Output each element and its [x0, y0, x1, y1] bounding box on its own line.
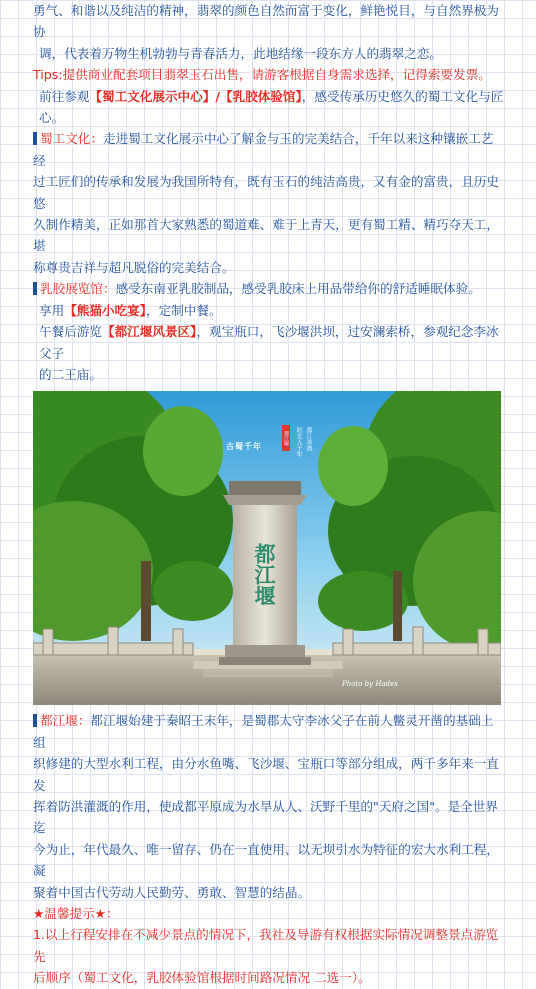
shugong-line: 久制作精美，正如那首大家熟悉的蜀道难、难于上青天，更有蜀工精、精巧夺天工，堪	[33, 217, 499, 254]
dujiangyan-text: 都江堰始建于秦昭王末年，是蜀郡太守李冰父子在前人鳖灵开凿的基础上组	[33, 713, 494, 750]
stele-inscription: 都江堰	[252, 543, 277, 607]
section-bar-icon	[33, 132, 37, 145]
reminder-line: 1.以上行程安排在不减少景点的情况下，我社及导游有权根据实际情况调整景点游览先	[33, 927, 499, 964]
lunch-name: 【熊猫小吃宴】	[64, 302, 147, 318]
place-latex: 【乳胶体验馆】	[219, 88, 302, 104]
reminder-line: 后顺序（蜀工文化，乳胶体验馆根据时间路况情况 二选一）。	[33, 970, 371, 986]
photo-credit: Photo by Hades	[342, 680, 398, 689]
reminder-title: ★温馨提示★：	[33, 905, 119, 921]
latex-text: 感受东南亚乳胶制品，感受乳胶床上用品带给你的舒适睡眠体验。	[115, 281, 481, 297]
dujiangyan-line: 织修建的大型水利工程，由分水鱼嘴、飞沙堰、宝瓶口等部分组成，两千多年来一直发	[33, 756, 499, 793]
dujiangyan-line: 今为止，年代最久、唯一留存、仍在一直使用、以无坝引水为特征的宏大水利工程，凝	[33, 841, 499, 879]
visit-prefix: 前往参观	[39, 88, 90, 104]
section-bar-icon	[33, 714, 37, 727]
shugong-line: 称尊贵吉祥与超凡脱俗的完美结合。	[33, 259, 235, 275]
shugong-text: 走进蜀工文化展示中心了解金与玉的完美结合，千年以来这种镶嵌工艺经	[33, 131, 494, 168]
shugong-line: 过工匠们的传承和发展为我国所特有，既有玉石的纯洁高贵，又有金的富贵，且历史悠	[33, 174, 499, 211]
afternoon-suffix: ，观宝瓶口，飞沙堰洪坝，过安澜索桥，参观纪念李冰父子	[39, 324, 499, 361]
dujiangyan-line: 挥着防洪灌溉的作用，使成都平原成为水旱从人、沃野千里的"天府之国"。是全世界迄	[33, 798, 498, 836]
afternoon-line	[33, 321, 505, 364]
afternoon-prefix: 午餐后游览	[39, 324, 102, 340]
shugong-line	[33, 128, 505, 171]
intro-line: 勇气、和谐以及纯洁的精神，翡翠的颜色自然而富于变化，鲜艳悦目，与自然界极为协	[33, 3, 499, 40]
afternoon-line: 的二王庙。	[39, 366, 102, 382]
afternoon-place: 【都江堰风景区】	[101, 324, 197, 340]
seal-stamp: 都江堰	[282, 425, 290, 451]
section-bar-icon	[33, 282, 37, 295]
photo-caption-side: 都江奔流	[305, 427, 312, 452]
dujiangyan-line: 聚着中国古代劳动人民勤劳、勇敢、智慧的结晶。	[33, 884, 311, 900]
intro-line: 调，代表着万物生机勃勃与青春活力，此地结缘一段东方人的翡翠之恋。	[39, 45, 442, 61]
lunch-line	[33, 300, 505, 321]
photo-caption-side: 时光入千年	[295, 427, 302, 458]
dujiangyan-photo	[33, 391, 501, 705]
dujiangyan-line	[33, 710, 505, 753]
visit-line	[33, 86, 505, 129]
lunch-suffix: ，定制中餐。	[146, 302, 222, 318]
left-tree	[33, 391, 233, 641]
place-separator: /	[215, 88, 220, 104]
dujiangyan-title: 都江堰：	[40, 713, 91, 729]
photo-caption-top: 古蜀千年	[226, 441, 262, 452]
tips-notice: Tips:提供商业配套项目翡翠玉石出售，请游客根据自身需求选择，记得索要发票。	[33, 67, 491, 83]
latex-line	[33, 278, 505, 299]
lunch-prefix: 享用	[39, 302, 65, 318]
shugong-title: 蜀工文化：	[40, 131, 103, 147]
latex-title: 乳胶展览馆：	[40, 281, 116, 297]
visit-suffix: ，感受传承历史悠久的蜀工文化与匠心。	[39, 88, 504, 126]
place-shugong: 【蜀工文化展示中心】	[89, 88, 216, 104]
